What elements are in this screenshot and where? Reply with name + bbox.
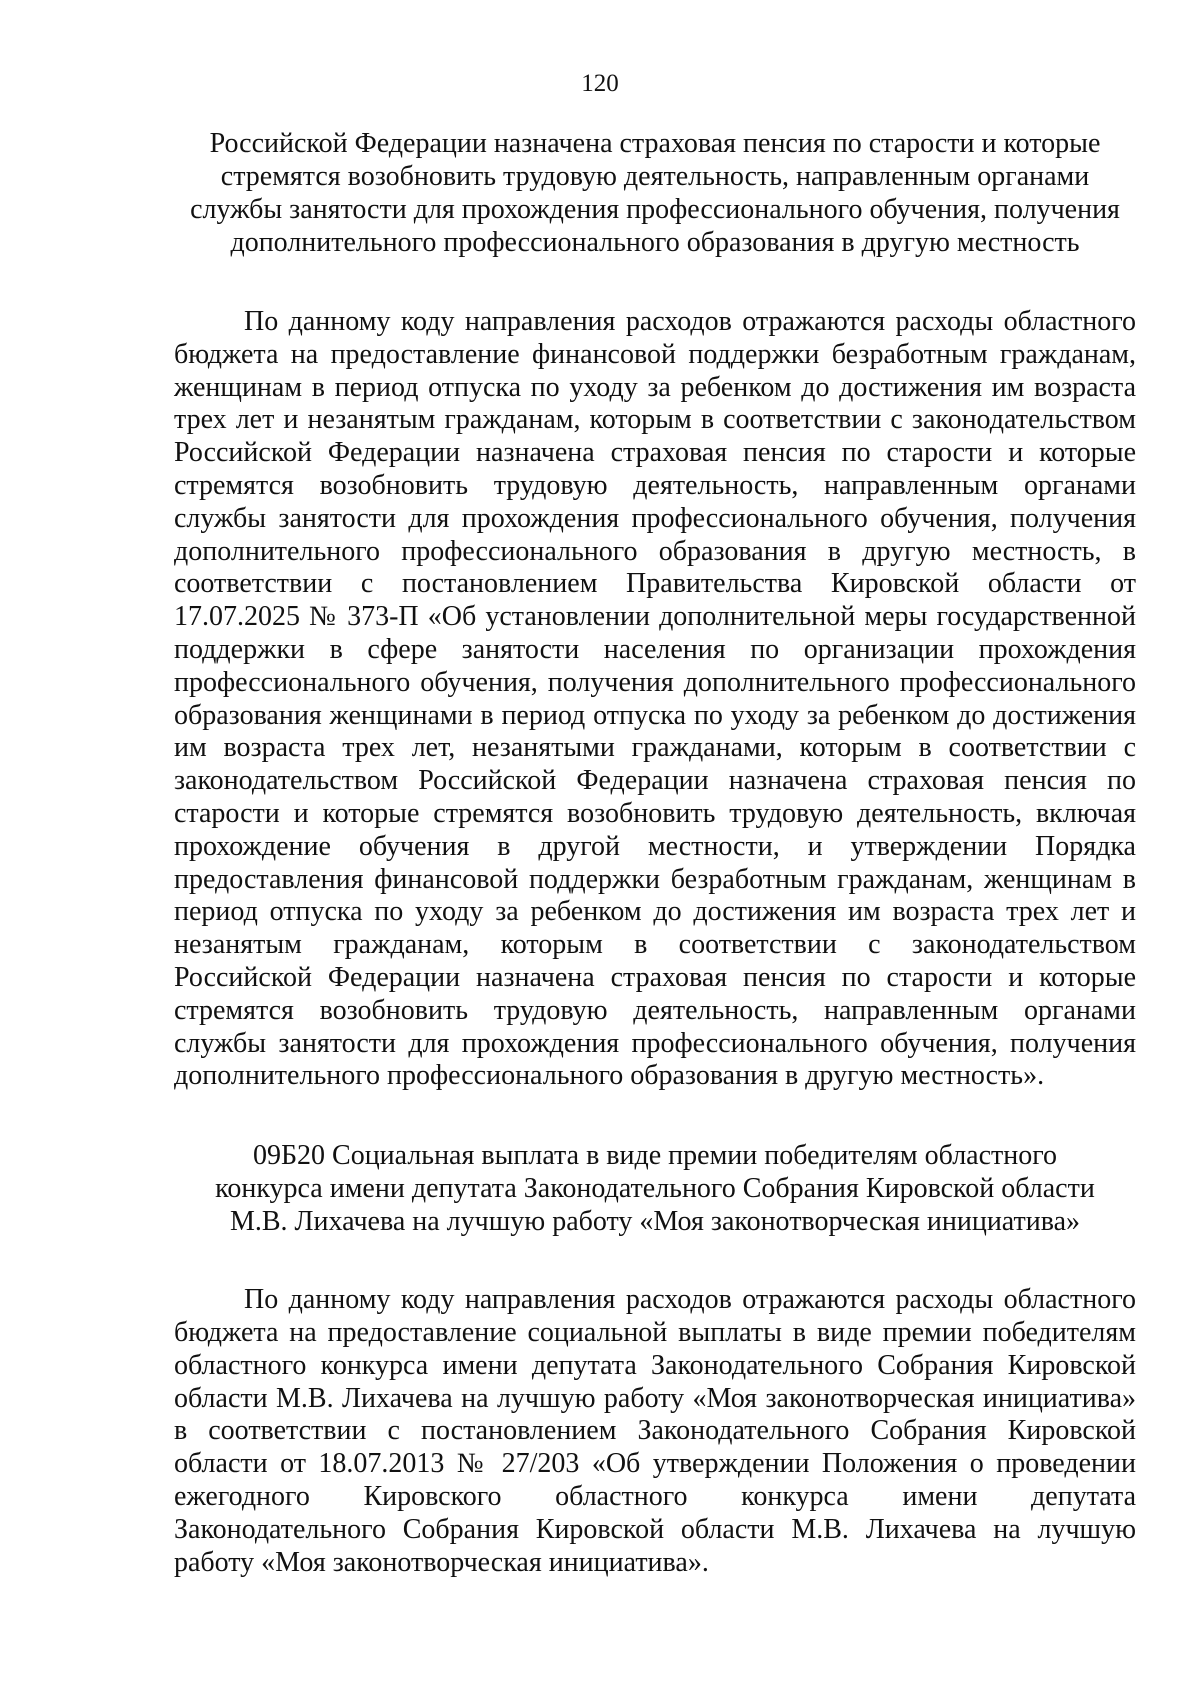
heading-line: Российской Федерации назначена страховая пенсия по старости и которые xyxy=(209,128,1101,159)
paragraph-line: предоставления финансовой поддержки безработным гражданам, женщинам в xyxy=(174,863,1136,895)
section-heading-1 xyxy=(174,127,1136,259)
heading-line: М.В. Лихачева на лучшую работу «Моя законотворческая инициатива» xyxy=(229,1206,1081,1238)
paragraph-line: Российской Федерации назначена страховая пенсия по старости и которые xyxy=(174,961,1136,993)
heading-line: 09Б20 Социальная выплата в виде премии победителям областного xyxy=(252,1140,1058,1172)
paragraph-line: службы занятости для прохождения профессионального обучения, получения xyxy=(174,502,1136,534)
paragraph-line: образования женщинами в период отпуска по уходу за ребенком до достижения xyxy=(174,699,1136,731)
paragraph-line: Законодательного Собрания Кировской области М.В. Лихачева на лучшую xyxy=(174,1513,1136,1545)
paragraph-1 xyxy=(174,306,1136,1093)
paragraph-line: незанятым гражданам, которым в соответствии с законодательством xyxy=(174,929,1136,961)
paragraph-line: поддержки в сфере занятости населения по организации прохождения xyxy=(174,633,1136,665)
paragraph-line: области М.В. Лихачева на лучшую работу «Моя законотворческая инициатива» xyxy=(174,1382,1136,1414)
paragraph-line: профессионального обучения, получения дополнительного профессионального xyxy=(174,666,1136,698)
paragraph-line: стремятся возобновить трудовую деятельность, направленным органами xyxy=(174,469,1136,501)
paragraph-line: По данному коду направления расходов отражаются расходы областного xyxy=(244,1284,1136,1316)
paragraph-line: области от 18.07.2013 № 27/203 «Об утверждении Положения о проведении xyxy=(174,1448,1136,1480)
paragraph-line: законодательством Российской Федерации назначена страховая пенсия по xyxy=(174,765,1136,797)
paragraph-line: стремятся возобновить трудовую деятельность, направленным органами xyxy=(174,994,1136,1026)
paragraph-line: ежегодного Кировского областного конкурса имени депутата xyxy=(174,1480,1136,1512)
paragraph-line: в соответствии с постановлением Законодательного Собрания Кировской xyxy=(174,1415,1136,1447)
paragraph-line: старости и которые стремятся возобновить трудовую деятельность, включая xyxy=(174,797,1136,829)
heading-line: стремятся возобновить трудовую деятельность, направленным органами xyxy=(220,161,1090,192)
heading-line: конкурса имени депутата Законодательного Собрания Кировской области xyxy=(215,1173,1095,1205)
paragraph-line: службы занятости для прохождения профессионального обучения, получения xyxy=(174,1027,1136,1059)
paragraph-line: областного конкурса имени депутата Законодательного Собрания Кировской xyxy=(174,1349,1136,1381)
paragraph-line: дополнительного профессионального образования в другую местность, в xyxy=(174,535,1136,567)
paragraph-line: им возраста трех лет, незанятыми гражданами, которым в соответствии с xyxy=(174,732,1136,764)
paragraph-line: бюджета на предоставление социальной выплаты в виде премии победителям xyxy=(174,1316,1136,1348)
paragraph-line: период отпуска по уходу за ребенком до достижения им возраста трех лет и xyxy=(174,896,1136,928)
heading-line: дополнительного профессионального образования в другую местность xyxy=(230,227,1080,258)
paragraph-line: Российской Федерации назначена страховая пенсия по старости и которые xyxy=(174,437,1136,469)
paragraph-line: 17.07.2025 № 373-П «Об установлении дополнительной меры государственной xyxy=(174,601,1136,633)
paragraph-line: бюджета на предоставление финансовой поддержки безработным гражданам, xyxy=(174,338,1136,370)
paragraph-line: прохождение обучения в другой местности, и утверждении Порядка xyxy=(174,830,1136,862)
page-number: 120 xyxy=(581,70,619,97)
heading-line: службы занятости для прохождения профессионального обучения, получения xyxy=(190,194,1120,225)
paragraph-line: соответствии с постановлением Правительства Кировской области от xyxy=(174,568,1136,600)
paragraph-line: По данному коду направления расходов отражаются расходы областного xyxy=(244,306,1136,337)
document-body xyxy=(174,127,1136,1579)
paragraph-2 xyxy=(174,1284,1136,1579)
paragraph-line: дополнительного профессионального образования в другую местность». xyxy=(174,1060,1045,1092)
paragraph-line: женщинам в период отпуска по уходу за ребенком до достижения им возраста xyxy=(174,371,1136,403)
paragraph-line: работу «Моя законотворческая инициатива». xyxy=(174,1546,709,1578)
section-heading-2 xyxy=(174,1139,1136,1238)
paragraph-line: трех лет и незанятым гражданам, которым в соответствии с законодательством xyxy=(174,404,1136,436)
